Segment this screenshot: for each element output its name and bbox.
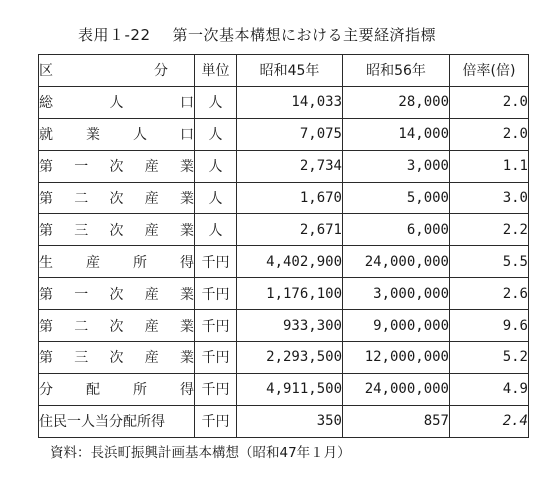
row-unit: 人 bbox=[195, 150, 237, 182]
row-category bbox=[39, 182, 195, 214]
row-showa56-value: 28,000 bbox=[343, 86, 450, 118]
row-unit: 人 bbox=[195, 182, 237, 214]
row-showa45-value: 14,033 bbox=[237, 86, 343, 118]
row-category-label: 住民一人当分配所得 bbox=[39, 414, 165, 431]
row-showa56-value: 3,000,000 bbox=[343, 278, 450, 310]
row-showa45-value: 1,670 bbox=[237, 182, 343, 214]
row-ratio-value: 2.2 bbox=[450, 214, 529, 246]
row-category-label: 生 産 所 得 bbox=[39, 254, 194, 271]
row-showa45-value: 1,176,100 bbox=[237, 278, 343, 310]
header-row bbox=[39, 55, 529, 87]
row-category-label: 第 三 次 産 業 bbox=[39, 222, 194, 239]
row-unit: 人 bbox=[195, 86, 237, 118]
table-row bbox=[39, 214, 529, 246]
row-category bbox=[39, 405, 195, 437]
table-row bbox=[39, 310, 529, 342]
row-ratio-value: 5.2 bbox=[450, 342, 529, 374]
row-category bbox=[39, 373, 195, 405]
table-number: 表用１-22 bbox=[78, 26, 151, 44]
table-title: 第一次基本構想における主要経済指標 bbox=[172, 26, 437, 44]
row-unit: 千円 bbox=[195, 373, 237, 405]
row-category-label: 就 業 人 口 bbox=[39, 127, 194, 144]
row-ratio-value: 9.6 bbox=[450, 310, 529, 342]
row-showa45-value: 4,911,500 bbox=[237, 373, 343, 405]
row-ratio-value: 5.5 bbox=[450, 246, 529, 278]
header-unit: 単位 bbox=[195, 55, 237, 87]
table-row bbox=[39, 373, 529, 405]
row-category bbox=[39, 86, 195, 118]
row-category-label: 総 人 口 bbox=[39, 95, 194, 112]
row-category-label: 第 三 次 産 業 bbox=[39, 350, 194, 367]
row-showa45-value: 4,402,900 bbox=[237, 246, 343, 278]
row-unit: 人 bbox=[195, 118, 237, 150]
header-category-right: 分 bbox=[154, 63, 168, 80]
row-ratio-value: 1.1 bbox=[450, 150, 529, 182]
row-unit: 千円 bbox=[195, 278, 237, 310]
row-showa56-value: 24,000,000 bbox=[343, 246, 450, 278]
row-category bbox=[39, 310, 195, 342]
table-row bbox=[39, 246, 529, 278]
row-category bbox=[39, 118, 195, 150]
row-showa45-value: 2,671 bbox=[237, 214, 343, 246]
table-row bbox=[39, 150, 529, 182]
row-showa56-value: 24,000,000 bbox=[343, 373, 450, 405]
row-unit: 千円 bbox=[195, 246, 237, 278]
row-ratio-value: 3.0 bbox=[450, 182, 529, 214]
row-unit: 人 bbox=[195, 214, 237, 246]
row-unit: 千円 bbox=[195, 310, 237, 342]
row-showa45-value: 350 bbox=[237, 405, 343, 437]
row-category-label: 第 二 次 産 業 bbox=[39, 318, 194, 335]
header-category bbox=[39, 55, 195, 87]
row-showa45-value: 2,293,500 bbox=[237, 342, 343, 374]
row-showa56-value: 12,000,000 bbox=[343, 342, 450, 374]
row-ratio-value: 4.9 bbox=[450, 373, 529, 405]
row-ratio-value: 2.0 bbox=[450, 118, 529, 150]
table-row bbox=[39, 342, 529, 374]
row-category-label: 第 一 次 産 業 bbox=[39, 159, 194, 176]
row-category bbox=[39, 150, 195, 182]
row-category bbox=[39, 214, 195, 246]
row-showa45-value: 2,734 bbox=[237, 150, 343, 182]
row-ratio-value: 2.0 bbox=[450, 86, 529, 118]
header-category-left: 区 bbox=[39, 63, 53, 80]
row-showa56-value: 5,000 bbox=[343, 182, 450, 214]
source-note: 資料：長浜町振興計画基本構想（昭和47年１月） bbox=[50, 445, 351, 461]
table-row bbox=[39, 118, 529, 150]
row-category-label: 第 二 次 産 業 bbox=[39, 191, 194, 207]
row-showa45-value: 7,075 bbox=[237, 118, 343, 150]
header-showa45: 昭和45年 bbox=[237, 55, 343, 87]
header-showa56: 昭和56年 bbox=[343, 55, 450, 87]
row-showa56-value: 9,000,000 bbox=[343, 310, 450, 342]
table-row bbox=[39, 86, 529, 118]
row-showa56-value: 3,000 bbox=[343, 150, 450, 182]
row-showa56-value: 857 bbox=[343, 405, 450, 437]
row-ratio-value: 2.6 bbox=[450, 278, 529, 310]
row-showa45-value: 933,300 bbox=[237, 310, 343, 342]
table-row bbox=[39, 405, 529, 437]
row-category bbox=[39, 278, 195, 310]
row-showa56-value: 14,000 bbox=[343, 118, 450, 150]
row-category bbox=[39, 342, 195, 374]
row-unit: 千円 bbox=[195, 405, 237, 437]
table-caption bbox=[78, 24, 436, 45]
row-ratio-value: 2.4 bbox=[450, 405, 529, 437]
table-row bbox=[39, 278, 529, 310]
economic-indicators-table bbox=[38, 54, 529, 438]
header-ratio: 倍率(倍) bbox=[450, 55, 529, 87]
row-unit: 千円 bbox=[195, 342, 237, 374]
row-showa56-value: 6,000 bbox=[343, 214, 450, 246]
table-row bbox=[39, 182, 529, 214]
row-category bbox=[39, 246, 195, 278]
row-category-label: 第 一 次 産 業 bbox=[39, 286, 194, 303]
row-category-label: 分 配 所 得 bbox=[39, 382, 194, 399]
